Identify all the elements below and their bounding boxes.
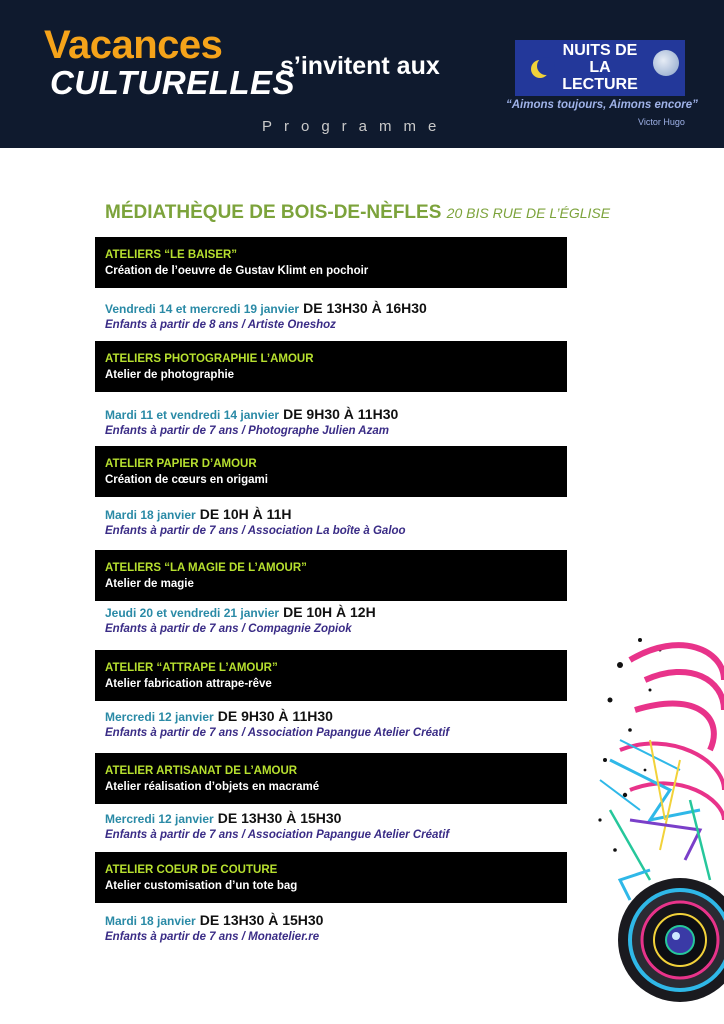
event-title: ATELIERS “LE BAISER”	[105, 249, 238, 261]
event-subtitle: Atelier de photographie	[105, 369, 235, 381]
event-audience: Enfants à partir de 7 ans / Association Papangue Atelier Créatif	[105, 727, 450, 739]
event-audience: Enfants à partir de 7 ans / Monatelier.re	[105, 931, 320, 943]
event-header	[95, 446, 567, 497]
event-audience: Enfants à partir de 7 ans / Association Papangue Atelier Créatif	[105, 829, 450, 841]
event-date-line	[105, 912, 323, 930]
event-day: Jeudi 20 et vendredi 21 janvier	[105, 606, 280, 620]
event-day: Mercredi 12 janvier	[105, 812, 214, 826]
event-details	[105, 810, 449, 843]
event-details	[105, 506, 406, 539]
event-subtitle: Atelier fabrication attrape-rêve	[105, 678, 272, 690]
event-day: Mardi 18 janvier	[105, 914, 196, 928]
event-audience: Enfants à partir de 7 ans / Photographe Julien Azam	[105, 425, 389, 437]
event-date-line	[105, 708, 449, 726]
event-time: DE 10H À 11H	[199, 506, 292, 522]
event-subtitle: Création de cœurs en origami	[105, 474, 268, 486]
event-details	[105, 912, 323, 945]
event-subtitle: Atelier de magie	[105, 578, 194, 590]
event-time: DE 10H À 12H	[283, 604, 376, 620]
event-audience: Enfants à partir de 7 ans / Compagnie Zopiok	[105, 623, 352, 635]
venue-address: 20 BIS RUE DE L’ÉGLISE	[446, 205, 611, 221]
event-audience: Enfants à partir de 7 ans / Association La boîte à Galoo	[105, 525, 406, 537]
event-subtitle: Atelier réalisation d’objets en macramé	[105, 781, 320, 793]
event-date-line	[105, 810, 449, 828]
nuits-logo-text: NUITS DE LA LECTURE	[562, 42, 638, 93]
event-date-line	[105, 300, 427, 318]
event-day: Mercredi 12 janvier	[105, 710, 214, 724]
event-header	[95, 341, 567, 392]
event-title: ATELIERS “LA MAGIE DE L’AMOUR”	[105, 562, 307, 574]
event-time: DE 13H30 À 15H30	[217, 810, 342, 826]
event-header	[95, 852, 567, 903]
venue-name: MÉDIATHÈQUE DE BOIS-DE-NÈFLES	[105, 202, 442, 223]
event-subtitle: Atelier customisation d’un tote bag	[105, 880, 298, 892]
event-title: ATELIERS PHOTOGRAPHIE L’AMOUR	[105, 353, 314, 365]
event-details	[105, 406, 398, 439]
event-header	[95, 650, 567, 701]
event-details	[105, 300, 427, 333]
event-date-line	[105, 406, 398, 424]
event-day: Mardi 11 et vendredi 14 janvier	[105, 408, 280, 422]
event-details	[105, 604, 376, 637]
event-date-line	[105, 506, 406, 524]
programme-label: Programme	[262, 118, 449, 135]
event-time: DE 9H30 À 11H30	[217, 708, 333, 724]
event-title: ATELIER PAPIER D’AMOUR	[105, 458, 257, 470]
event-subtitle: Création de l’oeuvre de Gustav Klimt en pochoir	[105, 265, 369, 277]
nuits-de-la-lecture-logo	[515, 40, 685, 96]
camera-artwork-illustration	[590, 620, 724, 1024]
event-header	[95, 550, 567, 601]
event-date-line	[105, 604, 376, 622]
quote-author: Victor Hugo	[638, 117, 685, 127]
event-title: ATELIER COEUR DE COUTURE	[105, 864, 278, 876]
event-day: Vendredi 14 et mercredi 19 janvier	[105, 302, 300, 316]
event-details	[105, 708, 449, 741]
header-banner	[0, 0, 724, 148]
event-header	[95, 237, 567, 288]
event-time: DE 9H30 À 11H30	[283, 406, 399, 422]
event-time: DE 13H30 À 16H30	[303, 300, 427, 316]
event-title: ATELIER ARTISANAT DE L’AMOUR	[105, 765, 298, 777]
logo-culturelles: CULTURELLES	[50, 64, 296, 101]
quote-text: “Aimons toujours, Aimons encore”	[506, 99, 698, 111]
logo-vacances: Vacances	[44, 23, 223, 67]
event-audience: Enfants à partir de 8 ans / Artiste Oneshoz	[105, 319, 336, 331]
event-header	[95, 753, 567, 804]
full-moon-icon	[653, 50, 679, 76]
event-day: Mardi 18 janvier	[105, 508, 196, 522]
invite-text: s’invitent aux	[280, 52, 440, 80]
venue-heading	[105, 202, 610, 224]
event-title: ATELIER “ATTRAPE L’AMOUR”	[105, 662, 278, 674]
event-time: DE 13H30 À 15H30	[199, 912, 324, 928]
